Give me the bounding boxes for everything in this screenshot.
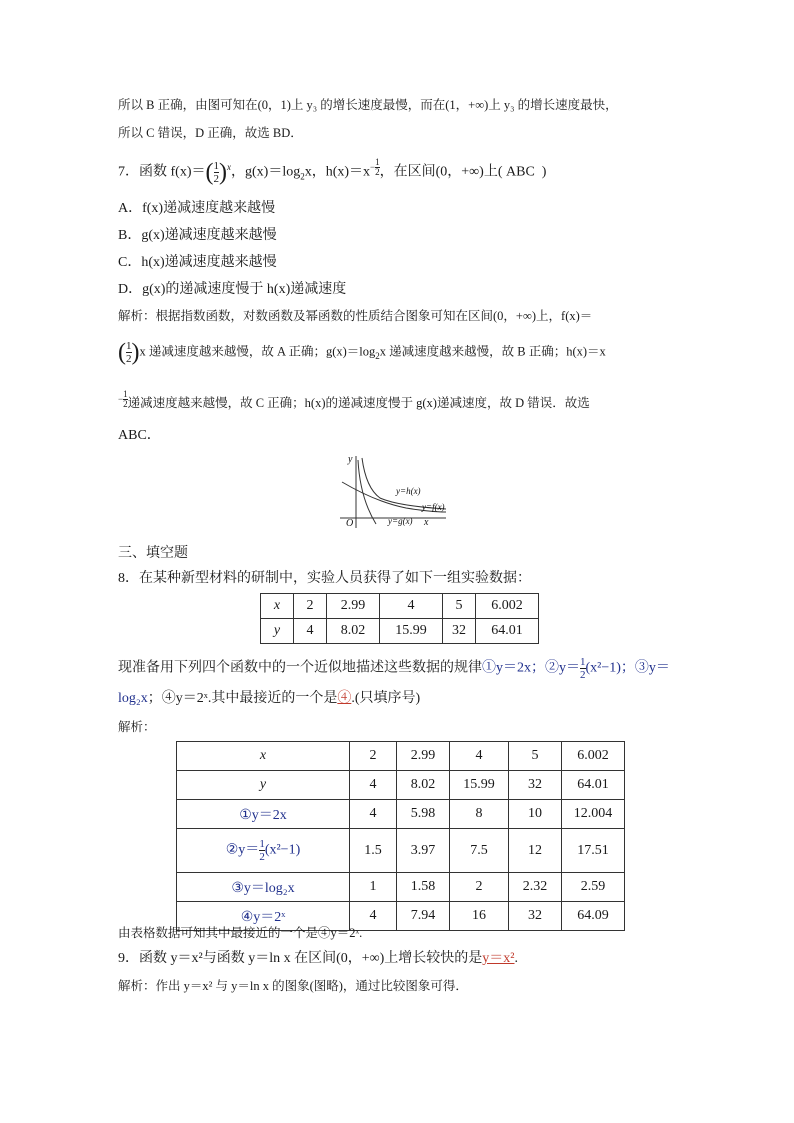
h-curve-label: y=h(x) [396,486,421,496]
table-row: x 2 2.99 4 5 6.002 [261,594,539,619]
table-row: ①y＝2x 4 5.98 8 10 12.004 [177,800,625,829]
q8-options-line-2: log₂x；④y＝2ˣ.其中最接近的一个是④.(只填序号) [118,691,421,706]
q7-answer: ABC [506,164,535,180]
q7-solution-line-3: $^{- \frac{1}{2}}$ 递减速度越来越慢，故 C 正确；h(x)的递减速度慢于 g(x)递减速度，故 D 错误．故选 [118,389,590,411]
q7-solution-line-1: 解析：根据指数函数，对数函数及幂函数的性质结合图象可知在区间(0，+∞)上，f(x)＝ [118,309,593,323]
prev-solution-line-2: 所以 C 错误，D 正确，故选 BD． [118,126,303,140]
q7-solution-line-4: ABC． [118,428,161,443]
q7-option-c: C．h(x)递减速度越来越慢 [118,255,277,270]
table-row: ③y＝log₂x 1 1.58 2 2.32 2.59 [177,873,625,902]
x-axis-label: x [424,517,429,528]
q8-conclusion: 由表格数据可知其中最接近的一个是④y＝2ˣ. [118,926,363,940]
q9-answer: y＝x² [482,951,515,966]
g-curve-label: y=g(x) [388,516,413,526]
q8-options-line-1: 现准备用下列四个函数中的一个近似地描述这些数据的规律①y＝2x；②y＝ $\frac{1}{2}$ (x²−1)；③y＝ [118,656,670,681]
q9-stem: 9．函数 y＝x²与函数 y＝ln x 在区间(0，+∞)上增长较快的是y＝x². [118,951,518,966]
q7-option-b: B．g(x)递减速度越来越慢 [118,228,277,243]
q7-solution-line-2: ( $\frac{1}{2}$ )x 递减速度越来越慢，故 A 正确；$g(x)=\log_2x$ 递减速度越来越慢，故 B 正确；h(x)＝x [118,339,606,366]
q7-stem: 7．函数 f(x)＝( $\frac{1}{2}$ )$^x$，$g(x)=\log_2x$，$h(x)=x^{- \frac{1}{2}}$ ，在区间(0，+∞)上( ABC ) [118,157,547,186]
q8-data-table [260,593,539,644]
q8-solution-label: 解析： [118,720,156,734]
f-curve-label: y=f(x) [422,502,445,512]
table-row: y 4 8.02 15.99 32 64.01 [261,619,539,644]
function-graph [336,452,461,534]
q7-option-d: D．g(x)的递减速度慢于 h(x)递减速度 [118,282,347,297]
table-row: x 2 2.99 4 5 6.002 [177,742,625,771]
table-row: y 4 8.02 15.99 32 64.01 [177,771,625,800]
table-row: ②y＝ $\frac{1}{2}$ (x²−1) 1.5 3.97 7.5 12 17.51 [177,829,625,873]
section-heading: 三、填空题 [118,546,188,561]
q8-solution-table [176,741,625,931]
table-row: ④y＝2ˣ 4 7.94 16 32 64.09 [177,902,625,931]
q8-stem: 8．在某种新型材料的研制中，实验人员获得了如下一组实验数据： [118,571,531,586]
q8-answer: ④ [337,691,352,706]
y-axis-label: y [348,454,353,465]
prev-solution-line-1: 所以 B 正确，由图可知在(0，1)上 y₃ 的增长速度最慢，而在(1，+∞)上 y₃ 的增长速度最快， [118,98,618,112]
q9-solution: 解析：作出 y＝x² 与 y＝ln x 的图象(图略)，通过比较图象可得． [118,979,468,993]
origin-label: O [346,518,354,529]
q7-option-a: A．f(x)递减速度越来越慢 [118,201,276,216]
